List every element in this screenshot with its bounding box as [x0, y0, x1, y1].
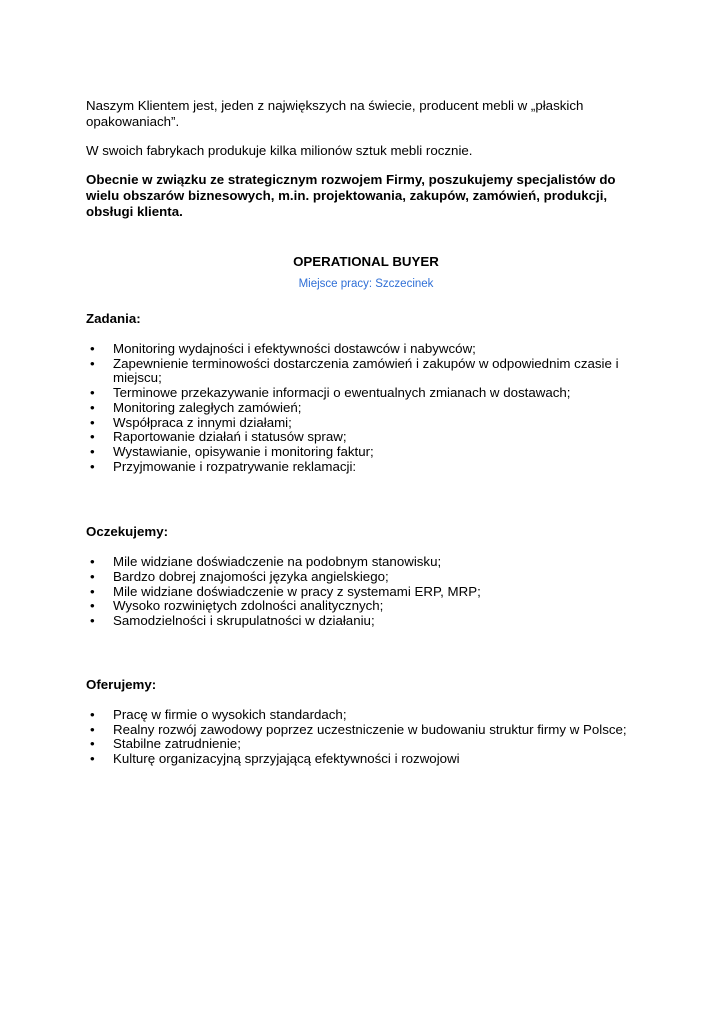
- list-item-text: Monitoring zaległych zamówień;: [113, 399, 302, 415]
- list-item-text: Współpraca z innymi działami;: [113, 414, 292, 430]
- bullet-icon: •: [90, 583, 95, 599]
- list-item: [86, 342, 646, 357]
- list-item-text: Stabilne zatrudnienie;: [113, 736, 241, 752]
- list-item: [86, 460, 646, 475]
- list-item: [86, 570, 646, 585]
- bullet-icon: •: [90, 598, 95, 614]
- list-item: [86, 585, 646, 600]
- list-item: [86, 357, 646, 386]
- bullet-icon: •: [90, 341, 95, 356]
- bullet-icon: •: [90, 613, 95, 629]
- list-item: [86, 555, 646, 570]
- document-page: [86, 98, 646, 767]
- tasks-list: [86, 342, 646, 474]
- job-location: Miejsce pracy: Szczecinek: [298, 278, 434, 290]
- list-item: [86, 614, 646, 629]
- bullet-icon: •: [90, 355, 95, 371]
- list-item-text: Mile widziane doświadczenie na podobnym stanowisku;: [113, 554, 442, 570]
- list-item-text: Wysoko rozwiniętych zdolności analitycznych;: [113, 598, 384, 614]
- bullet-icon: •: [90, 443, 95, 459]
- offer-list: [86, 708, 646, 767]
- bullet-icon: •: [90, 399, 95, 415]
- list-item-text: Realny rozwój zawodowy poprzez uczestniczenie w budowaniu struktur firmy w Polsce;: [113, 721, 627, 737]
- tasks-heading: Zadania:: [86, 311, 141, 326]
- list-item: [86, 445, 646, 460]
- list-item: [86, 416, 646, 431]
- list-item: [86, 430, 646, 445]
- list-item: [86, 401, 646, 416]
- list-item: [86, 723, 646, 738]
- list-item-text: Samodzielności i skrupulatności w działaniu;: [113, 613, 375, 629]
- list-item-text: Terminowe przekazywanie informacji o ewentualnych zmianach w dostawach;: [113, 385, 571, 401]
- list-item-text: Raportowanie działań i statusów spraw;: [113, 429, 347, 445]
- bullet-icon: •: [90, 414, 95, 430]
- bullet-icon: •: [90, 721, 95, 737]
- bullet-icon: •: [90, 458, 95, 474]
- list-item-text: Monitoring wydajności i efektywności dostawców i nabywców;: [113, 341, 476, 356]
- intro-paragraph-1: Naszym Klientem jest, jeden z największych na świecie, producent mebli w „płaskich opakowaniach”.: [86, 98, 584, 129]
- expectations-heading: Oczekujemy:: [86, 524, 169, 540]
- list-item: [86, 599, 646, 614]
- bullet-icon: •: [90, 736, 95, 752]
- list-item-text: Mile widziane doświadczenie w pracy z systemami ERP, MRP;: [113, 583, 481, 599]
- list-item-text: Kulturę organizacyjną sprzyjającą efektywności i rozwojowi: [113, 750, 460, 766]
- expectations-list: [86, 555, 646, 629]
- list-item-text: Bardzo dobrej znajomości języka angielskiego;: [113, 569, 389, 585]
- intro-paragraph-3: Obecnie w związku ze strategicznym rozwojem Firmy, poszukujemy specjalistów do wielu obszarów biznesowych, m.in. projektowania, zakupów, zamówień, produkcji, obsługi klienta.: [86, 172, 616, 219]
- bullet-icon: •: [90, 429, 95, 445]
- bullet-icon: •: [90, 385, 95, 401]
- intro-paragraph-2: W swoich fabrykach produkuje kilka milionów sztuk mebli rocznie.: [86, 143, 473, 158]
- list-item: [86, 708, 646, 723]
- job-title: OPERATIONAL BUYER: [293, 254, 439, 269]
- list-item-text: Przyjmowanie i rozpatrywanie reklamacji:: [113, 458, 357, 474]
- list-item-text: Pracę w firmie o wysokich standardach;: [113, 706, 347, 722]
- list-item: [86, 737, 646, 752]
- list-item: [86, 386, 646, 401]
- bullet-icon: •: [90, 569, 95, 585]
- bullet-icon: •: [90, 750, 95, 766]
- list-item-text: Zapewnienie terminowości dostarczenia zamówień i zakupów w odpowiednim czasie i miejscu;: [113, 355, 619, 386]
- list-item: [86, 752, 646, 767]
- bullet-icon: •: [90, 706, 95, 722]
- list-item-text: Wystawianie, opisywanie i monitoring faktur;: [113, 443, 374, 459]
- bullet-icon: •: [90, 554, 95, 570]
- offer-heading: Oferujemy:: [86, 676, 157, 692]
